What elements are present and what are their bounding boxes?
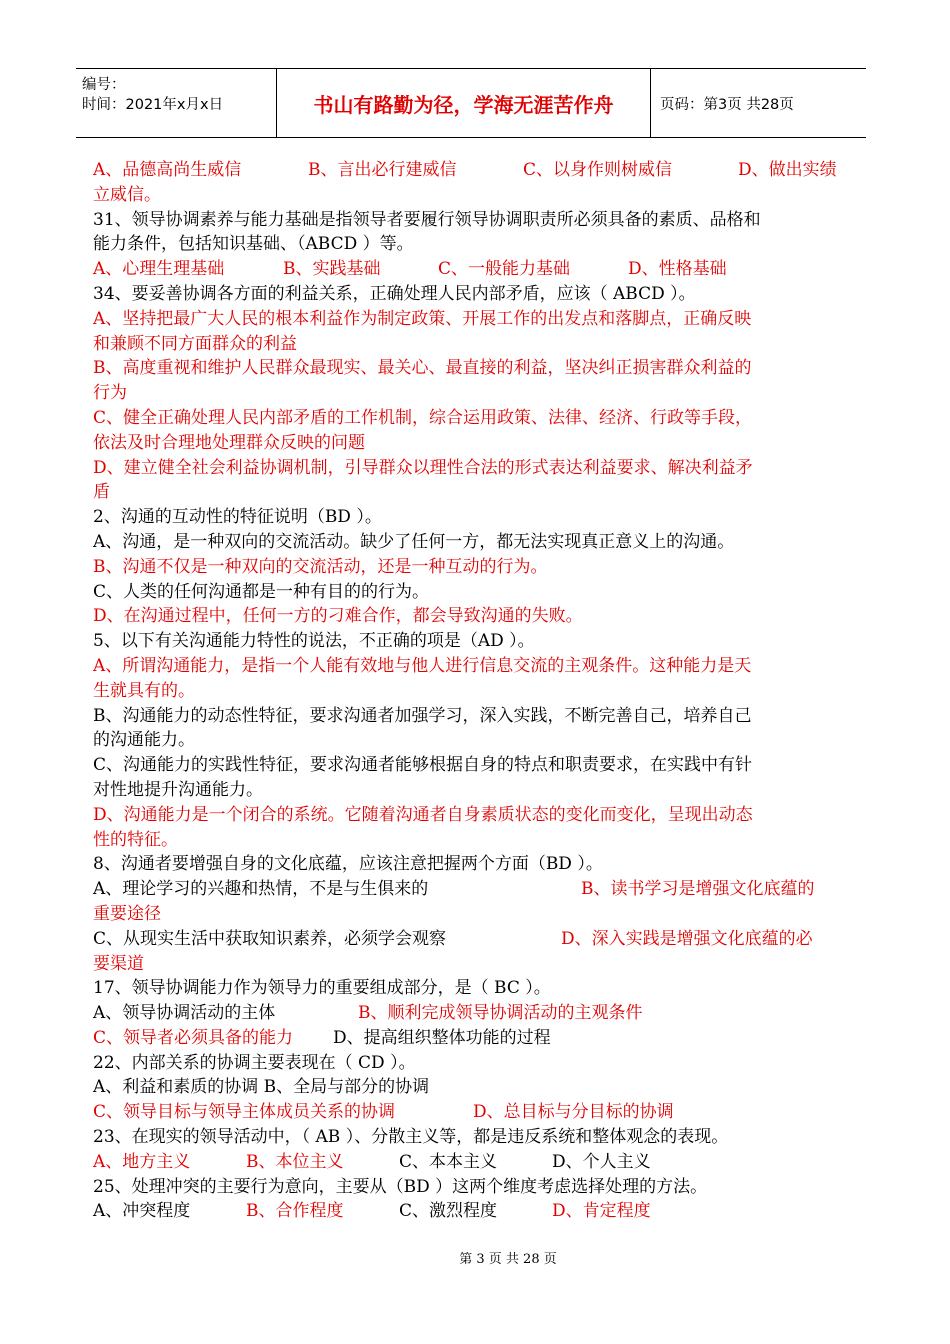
question-line: 17、领导协调能力作为领导力的重要组成部分，是（ BC ）。 [93, 978, 551, 999]
text-line: 的沟通能力。 [93, 730, 195, 751]
option-line: A、沟通，是一种双向的交流活动。缺少了任何一方，都无法实现真正意义上的沟通。 [93, 531, 735, 552]
option-line [93, 257, 853, 282]
page-footer: 第 3 页 共 28 页 [459, 1252, 557, 1267]
option-d: D、肯定程度 [552, 1201, 651, 1222]
text-line: 重要途径 [93, 903, 161, 924]
text-line: 生就具有的。 [93, 680, 195, 701]
option-line [93, 1001, 853, 1026]
text-line: 要渠道 [93, 953, 144, 974]
answer-line: D、在沟通过程中，任何一方的刁难合作，都会导致沟通的失败。 [93, 606, 583, 627]
text-line: 能力条件，包括知识基础、（ABCD ）等。 [93, 234, 414, 255]
option-d: D、个人主义 [552, 1151, 651, 1172]
text-line: 行为 [93, 383, 127, 404]
document-time-label: 时间：2021年x月x日 [82, 97, 224, 113]
answer-line: D、沟通能力是一个闭合的系统。它随着沟通者自身素质状态的变化而变化，呈现出动态 [93, 804, 753, 825]
text-line: 盾 [93, 482, 110, 503]
option-a: A、地方主义 [93, 1151, 191, 1172]
answer-line: C、健全正确处理人民内部矛盾的工作机制，综合运用政策、法律、经济、行政等手段， [93, 407, 753, 428]
option-line: C、人类的任何沟通都是一种有目的的行为。 [93, 581, 430, 602]
option-d: D、总目标与分目标的协调 [473, 1102, 674, 1123]
option-line [93, 1026, 853, 1051]
option-d: D、做出实绩 [738, 160, 837, 180]
answer-line: A、坚持把最广大人民的根本利益作为制定政策、开展工作的出发点和落脚点，正确反映 [93, 308, 752, 329]
answer-line: D、建立健全社会利益协调机制，引导群众以理性合法的形式表达利益要求、解决利益矛 [93, 457, 753, 478]
option-line [93, 927, 853, 952]
option-b: B、言出必行建威信 [308, 160, 457, 180]
question-line: 23、在现实的领导活动中，（ AB ）、分散主义等，都是违反系统和整体观念的表现。 [93, 1127, 729, 1148]
option-a: A、品德高尚生威信 [93, 160, 242, 180]
option-line [93, 1199, 853, 1224]
header-page-info: 页码：第3页 共28页 [660, 96, 794, 113]
option-c: C、激烈程度 [399, 1201, 498, 1222]
question-line: 25、处理冲突的主要行为意向，主要从（BD ）这两个维度考虑选择处理的方法。 [93, 1176, 708, 1197]
option-a: A、领导协调活动的主体 [93, 1003, 276, 1024]
option-a: A、理论学习的兴趣和热情，不是与生俱来的 [93, 879, 429, 900]
text-line: 立威信。 [93, 184, 161, 205]
answer-line: A、所谓沟通能力，是指一个人能有效地与他人进行信息交流的主观条件。这种能力是天 [93, 655, 752, 676]
question-line: 8、沟通者要增强自身的文化底蕴，应该注意把握两个方面（BD ）。 [93, 854, 603, 875]
option-a: A、心理生理基础 [93, 259, 225, 280]
option-b: B、本位主义 [246, 1151, 344, 1172]
option-a: A、冲突程度 [93, 1201, 191, 1222]
option-d: D、性格基础 [628, 259, 727, 280]
option-line [93, 158, 853, 183]
option-b: B、合作程度 [246, 1201, 344, 1222]
option-line [93, 1100, 853, 1125]
text-line: 对性地提升沟通能力。 [93, 779, 263, 800]
question-line: 2、沟通的互动性的特征说明（BD ）。 [93, 507, 382, 528]
option-c: C、领导者必须具备的能力 [93, 1027, 294, 1048]
question-line: 22、内部关系的协调主要表现在（ CD ）。 [93, 1052, 416, 1073]
option-b: B、实践基础 [283, 259, 381, 280]
question-line: 31、领导协调素养与能力基础是指领导者要履行领导协调职责所必须具备的素质、品格和 [93, 209, 761, 230]
option-line [93, 1150, 853, 1175]
text-line: 性的特征。 [93, 829, 178, 850]
header-motto: 书山有路勤为径，学海无涯苦作舟 [313, 92, 614, 117]
option-d: D、提高组织整体功能的过程 [333, 1027, 551, 1048]
document-body [93, 158, 853, 1224]
answer-line: B、高度重视和维护人民群众最现实、最关心、最直接的利益，坚决纠正损害群众利益的 [93, 358, 752, 379]
text-line: 依法及时合理地处理群众反映的问题 [93, 432, 365, 453]
option-d: D、深入实践是增强文化底蕴的必 [561, 928, 813, 949]
option-b: B、顺利完成领导协调活动的主观条件 [358, 1003, 643, 1024]
answer-line: B、沟通不仅是一种双向的交流活动，还是一种互动的行为。 [93, 556, 548, 577]
text-line: 和兼顾不同方面群众的利益 [93, 333, 297, 354]
option-line: A、利益和素质的协调 B、全局与部分的协调 [93, 1077, 430, 1098]
option-line: B、沟通能力的动态性特征，要求沟通者加强学习，深入实践，不断完善自己，培养自己 [93, 705, 752, 726]
option-c: C、本本主义 [399, 1151, 498, 1172]
option-c: C、一般能力基础 [438, 259, 571, 280]
option-c: C、领导目标与领导主体成员关系的协调 [93, 1102, 396, 1123]
question-line: 5、以下有关沟通能力特性的说法，不正确的项是（AD ）。 [93, 631, 535, 652]
option-b: B、读书学习是增强文化底蕴的 [581, 879, 815, 900]
option-line [93, 877, 853, 902]
document-number-label: 编号： [82, 77, 126, 93]
question-line: 34、要妥善协调各方面的利益关系，正确处理人民内部矛盾，应该（ ABCD ）。 [93, 283, 696, 304]
option-c: C、以身作则树威信 [523, 160, 673, 180]
header-meta [76, 69, 276, 137]
page-header [76, 68, 866, 138]
option-c: C、从现实生活中获取知识素养，必须学会观察 [93, 928, 447, 949]
option-line: C、沟通能力的实践性特征，要求沟通者能够根据自身的特点和职责要求，在实践中有针 [93, 755, 753, 776]
